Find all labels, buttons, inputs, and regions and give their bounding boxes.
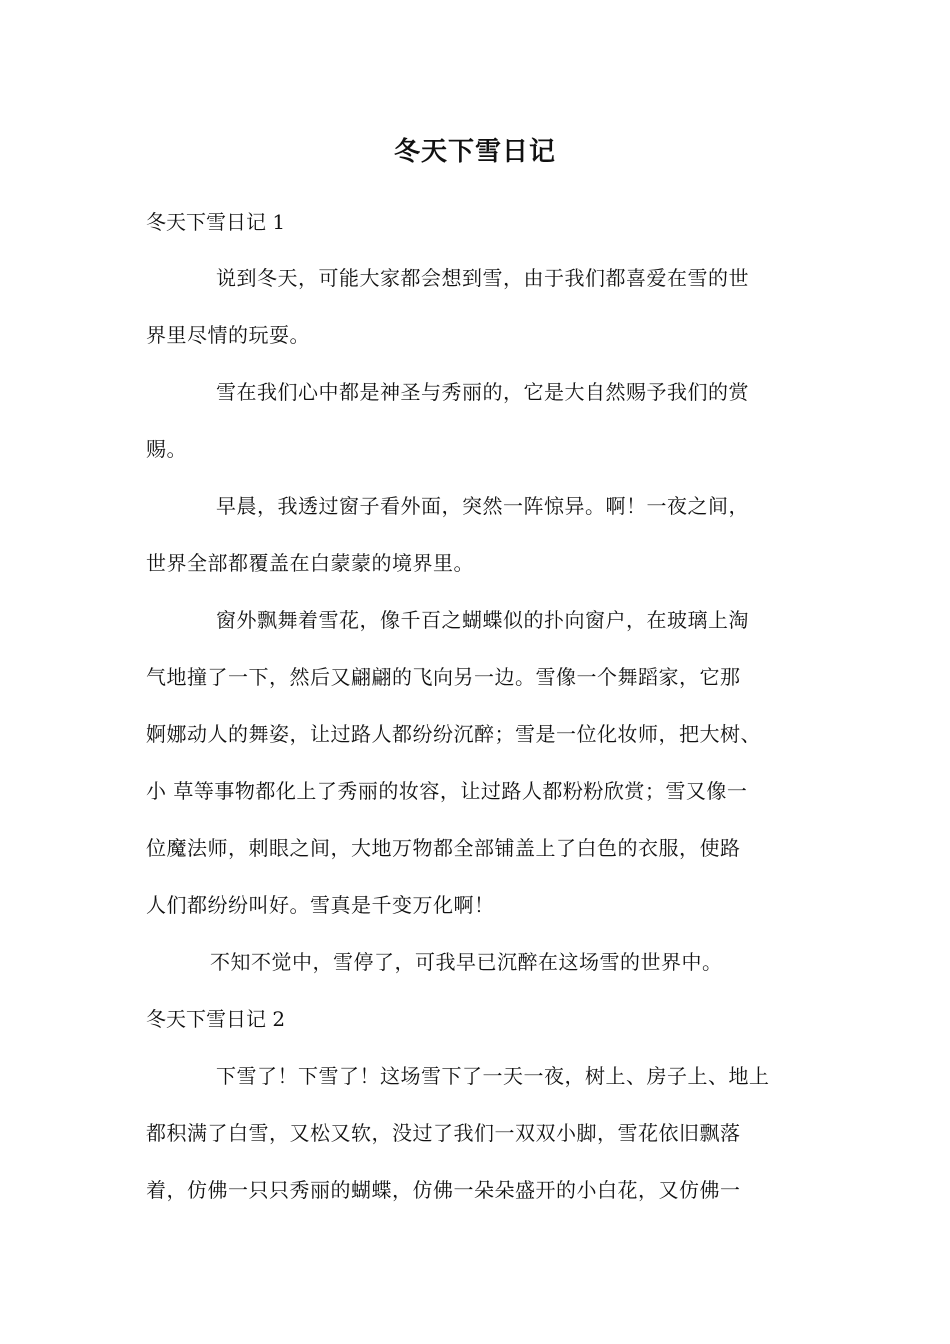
- paragraph-line: 位魔法师，刺眼之间，大地万物都全部铺盖上了白色的衣服，使路: [146, 836, 741, 860]
- paragraph-line: 早晨，我透过窗子看外面，突然一阵惊异。啊！一夜之间，: [216, 494, 749, 518]
- paragraph-line: 着，仿佛一只只秀丽的蝴蝶，仿佛一朵朵盛开的小白花，又仿佛一: [146, 1178, 741, 1202]
- paragraph-line: 不知不觉中，雪停了，可我早已沉醉在这场雪的世界中。: [210, 950, 723, 974]
- section-heading: 冬天下雪日记 1: [146, 210, 286, 234]
- paragraph-line: 雪在我们心中都是神圣与秀丽的，它是大自然赐予我们的赏: [216, 380, 749, 404]
- paragraph-line: 说到冬天，可能大家都会想到雪，由于我们都喜爱在雪的世: [216, 266, 749, 290]
- paragraph-line: 界里尽情的玩耍。: [146, 323, 310, 347]
- paragraph-line: 人们都纷纷叫好。雪真是千变万化啊！: [146, 893, 495, 917]
- paragraph-line: 下雪了！下雪了！这场雪下了一天一夜，树上、房子上、地上: [216, 1064, 770, 1088]
- paragraph-line: 赐。: [146, 437, 187, 461]
- section-heading: 冬天下雪日记 2: [146, 1007, 286, 1031]
- paragraph-line: 婀娜动人的舞姿，让过路人都纷纷沉醉；雪是一位化妆师，把大树、: [146, 722, 761, 746]
- paragraph-line: 小 草等事物都化上了秀丽的妆容，让过路人都粉粉欣赏；雪又像一: [146, 779, 748, 803]
- paragraph-line: 世界全部都覆盖在白蒙蒙的境界里。: [146, 551, 474, 575]
- paragraph-line: 都积满了白雪，又松又软，没过了我们一双双小脚，雪花依旧飘落: [146, 1121, 741, 1145]
- document-title: 冬天下雪日记: [393, 137, 556, 167]
- paragraph-line: 气地撞了一下，然后又翩翩的飞向另一边。雪像一个舞蹈家，它那: [146, 665, 741, 689]
- paragraph-line: 窗外飘舞着雪花，像千百之蝴蝶似的扑向窗户，在玻璃上淘: [216, 608, 749, 632]
